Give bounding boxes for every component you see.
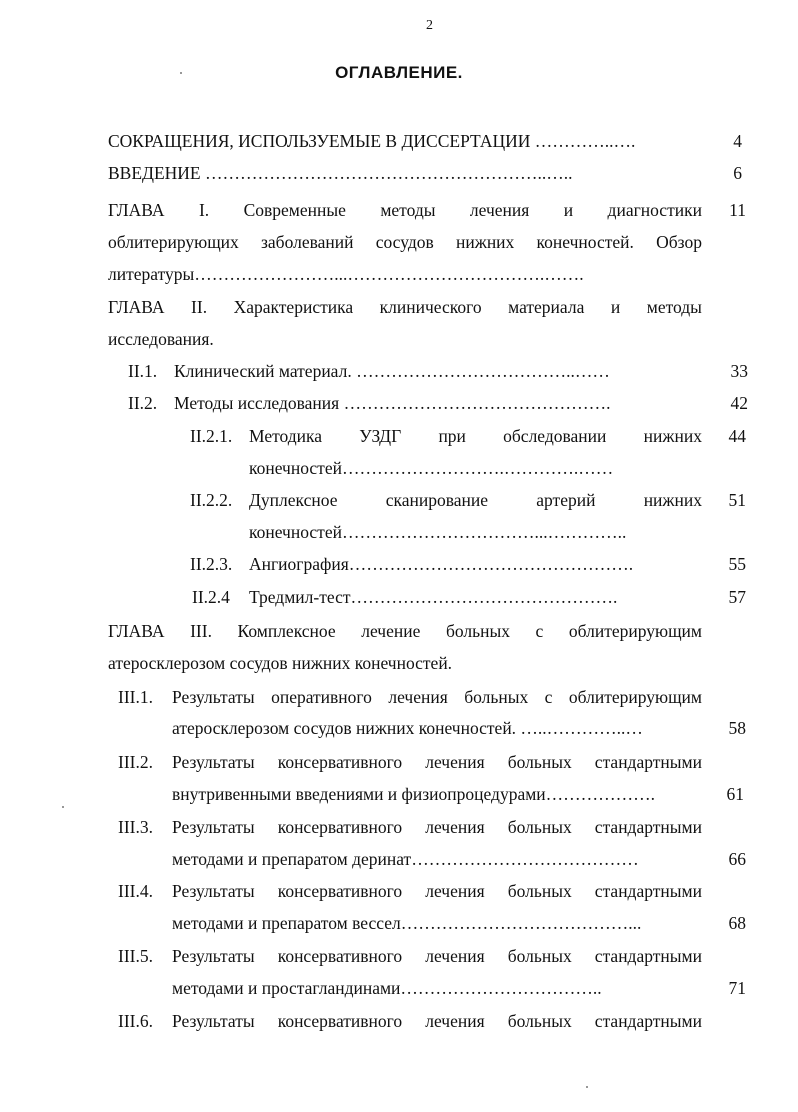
toc-word: Обзор bbox=[656, 232, 702, 252]
toc-section-num: III.6. bbox=[118, 1011, 153, 1031]
toc-section-3-4-line-1 bbox=[172, 880, 702, 902]
scan-speck bbox=[62, 806, 64, 808]
toc-word: больных bbox=[464, 687, 529, 707]
toc-word: стандартными bbox=[594, 817, 702, 837]
toc-page-section-2-2-4: 57 bbox=[728, 587, 746, 607]
toc-word: лечение bbox=[361, 621, 421, 641]
toc-word: Результаты bbox=[172, 687, 255, 707]
toc-chapter-1-line-1 bbox=[108, 199, 702, 221]
toc-word: ГЛАВА bbox=[108, 297, 165, 317]
toc-section-2-2-1-line-1 bbox=[249, 425, 702, 447]
toc-word: стандартными bbox=[594, 752, 702, 772]
toc-word: больных bbox=[507, 881, 572, 901]
toc-entry-introduction: ВВЕДЕНИЕ …………………………………………………..….. bbox=[108, 163, 573, 183]
toc-section-num: III.2. bbox=[118, 752, 153, 772]
toc-word: Характеристика bbox=[233, 297, 354, 317]
toc-section-2-2-4: Тредмил-тест………………………………………. bbox=[249, 587, 618, 607]
toc-chapter-3-line-2: атеросклерозом сосудов нижних конечностей. bbox=[108, 653, 453, 673]
toc-chapter-2-line-2: исследования. bbox=[108, 329, 214, 349]
toc-word: Результаты bbox=[172, 881, 255, 901]
toc-section-2-2-1-line-2: конечностей……………………….………….…… bbox=[249, 458, 614, 478]
toc-section-3-3-line-2: методами и препаратом деринат………………………………… bbox=[172, 849, 639, 869]
toc-word: консервативного bbox=[277, 752, 403, 772]
toc-page-introduction: 6 bbox=[733, 163, 742, 183]
toc-word: больных bbox=[507, 817, 572, 837]
toc-entry-abbreviations: СОКРАЩЕНИЯ, ИСПОЛЬЗУЕМЫЕ В ДИССЕРТАЦИИ …………..…. bbox=[108, 131, 636, 151]
toc-section-num: II.1. bbox=[128, 361, 158, 381]
toc-section-2-2-2-line-1 bbox=[249, 489, 702, 511]
toc-chapter-1-line-3: литературы……………………...…………………………….……. bbox=[108, 264, 584, 284]
toc-word: облитерирующих bbox=[108, 232, 239, 252]
toc-word: Дуплексное bbox=[249, 490, 338, 510]
toc-word: конечностей. bbox=[536, 232, 634, 252]
toc-section-num: II.2.1. bbox=[190, 426, 233, 446]
toc-word: консервативного bbox=[277, 881, 403, 901]
toc-word: артерий bbox=[536, 490, 596, 510]
toc-word: лечения bbox=[425, 881, 485, 901]
toc-section-3-2-line-1 bbox=[172, 751, 702, 773]
toc-word: лечения bbox=[425, 752, 485, 772]
toc-page-section-2-2: 42 bbox=[730, 393, 748, 413]
toc-section-2-2: Методы исследования ………………………………………. bbox=[174, 393, 611, 413]
toc-word: нижних bbox=[643, 490, 702, 510]
toc-word: больных bbox=[445, 621, 510, 641]
page-title: ОГЛАВЛЕНИЕ. bbox=[335, 63, 463, 82]
toc-word: Результаты bbox=[172, 817, 255, 837]
toc-word: консервативного bbox=[277, 946, 403, 966]
toc-section-3-3-line-1 bbox=[172, 816, 702, 838]
toc-word: обследовании bbox=[503, 426, 607, 446]
toc-chapter-2-line-1 bbox=[108, 296, 702, 318]
toc-page-section-3-4: 68 bbox=[728, 913, 746, 933]
scan-speck bbox=[586, 1086, 588, 1088]
toc-page-section-3-2: 61 bbox=[726, 784, 744, 804]
toc-page-section-3-3: 66 bbox=[728, 849, 746, 869]
toc-word: консервативного bbox=[277, 817, 403, 837]
toc-word: стандартными bbox=[594, 881, 702, 901]
toc-section-num: III.5. bbox=[118, 946, 153, 966]
toc-section-3-1-line-2: атеросклерозом сосудов нижних конечностей. …..…………..… bbox=[172, 718, 643, 738]
toc-page-section-2-2-3: 55 bbox=[728, 554, 746, 574]
toc-word: стандартными bbox=[594, 946, 702, 966]
toc-word: ГЛАВА bbox=[108, 621, 165, 641]
toc-section-num: II.2.3. bbox=[190, 554, 233, 574]
toc-word: материала bbox=[508, 297, 585, 317]
toc-section-num: II.2.2. bbox=[190, 490, 233, 510]
toc-word: Результаты bbox=[172, 1011, 255, 1031]
toc-word: ГЛАВА bbox=[108, 200, 165, 220]
toc-word: III. bbox=[190, 621, 212, 641]
toc-section-num: III.3. bbox=[118, 817, 153, 837]
toc-word: Современные bbox=[243, 200, 346, 220]
toc-section-2-2-3: Ангиография…………………………………………. bbox=[249, 554, 634, 574]
toc-word: сканирование bbox=[385, 490, 489, 510]
toc-chapter-1-line-2 bbox=[108, 231, 702, 253]
toc-section-3-1-line-1 bbox=[172, 686, 702, 708]
toc-word: Методика bbox=[249, 426, 323, 446]
toc-section-3-5-line-2: методами и простагландинами…………………………….. bbox=[172, 978, 602, 998]
toc-section-3-4-line-2: методами и препаратом вессел…………………………………... bbox=[172, 913, 642, 933]
toc-word: I. bbox=[198, 200, 210, 220]
scan-speck bbox=[180, 72, 182, 74]
toc-word: облитерирующим bbox=[568, 687, 702, 707]
toc-word: II. bbox=[191, 297, 208, 317]
page-number: 2 bbox=[426, 18, 433, 33]
toc-section-num: II.2.4 bbox=[192, 587, 230, 607]
toc-page-section-2-2-1: 44 bbox=[728, 426, 746, 446]
toc-word: лечения bbox=[425, 1011, 485, 1031]
toc-section-num: III.4. bbox=[118, 881, 153, 901]
toc-section-num: II.2. bbox=[128, 393, 158, 413]
toc-word: УЗДГ bbox=[359, 426, 402, 446]
toc-word: с bbox=[535, 621, 544, 641]
toc-word: диагностики bbox=[607, 200, 702, 220]
toc-section-num: III.1. bbox=[118, 687, 153, 707]
toc-word: и bbox=[610, 297, 621, 317]
toc-word: Комплексное bbox=[237, 621, 336, 641]
toc-word: нижних bbox=[643, 426, 702, 446]
toc-word: лечения bbox=[469, 200, 530, 220]
toc-page-section-2-2-2: 51 bbox=[728, 490, 746, 510]
toc-word: Результаты bbox=[172, 946, 255, 966]
toc-word: клинического bbox=[379, 297, 482, 317]
toc-word: больных bbox=[507, 946, 572, 966]
toc-word: при bbox=[438, 426, 466, 446]
toc-word: оперативного bbox=[271, 687, 372, 707]
toc-page-section-2-1: 33 bbox=[730, 361, 748, 381]
toc-word: и bbox=[563, 200, 574, 220]
toc-word: сосудов bbox=[375, 232, 434, 252]
toc-section-3-5-line-1 bbox=[172, 945, 702, 967]
toc-word: лечения bbox=[425, 946, 485, 966]
toc-section-3-2-line-2: внутривенными введениями и физиопроцедурами………………. bbox=[172, 784, 656, 804]
toc-page-section-3-1: 58 bbox=[728, 718, 746, 738]
toc-word: стандартными bbox=[594, 1011, 702, 1031]
toc-word: с bbox=[544, 687, 553, 707]
toc-section-2-2-2-line-2: конечностей……………………………...………….. bbox=[249, 522, 627, 542]
toc-word: заболеваний bbox=[261, 232, 354, 252]
toc-word: методы bbox=[646, 297, 702, 317]
toc-word: нижних bbox=[456, 232, 515, 252]
toc-chapter-3-line-1 bbox=[108, 620, 702, 642]
toc-word: облитерирующим bbox=[568, 621, 702, 641]
toc-page-section-3-5: 71 bbox=[728, 978, 746, 998]
toc-word: лечения bbox=[425, 817, 485, 837]
toc-section-3-6-line-1 bbox=[172, 1010, 702, 1032]
toc-word: Результаты bbox=[172, 752, 255, 772]
toc-section-2-1: Клинический материал. ………………………………..…… bbox=[174, 361, 610, 381]
toc-page-abbreviations: 4 bbox=[733, 131, 742, 151]
toc-word: консервативного bbox=[277, 1011, 403, 1031]
toc-word: лечения bbox=[388, 687, 448, 707]
toc-word: методы bbox=[380, 200, 436, 220]
toc-word: больных bbox=[507, 752, 572, 772]
toc-word: больных bbox=[507, 1011, 572, 1031]
toc-page-chapter-1: 11 bbox=[729, 200, 746, 220]
